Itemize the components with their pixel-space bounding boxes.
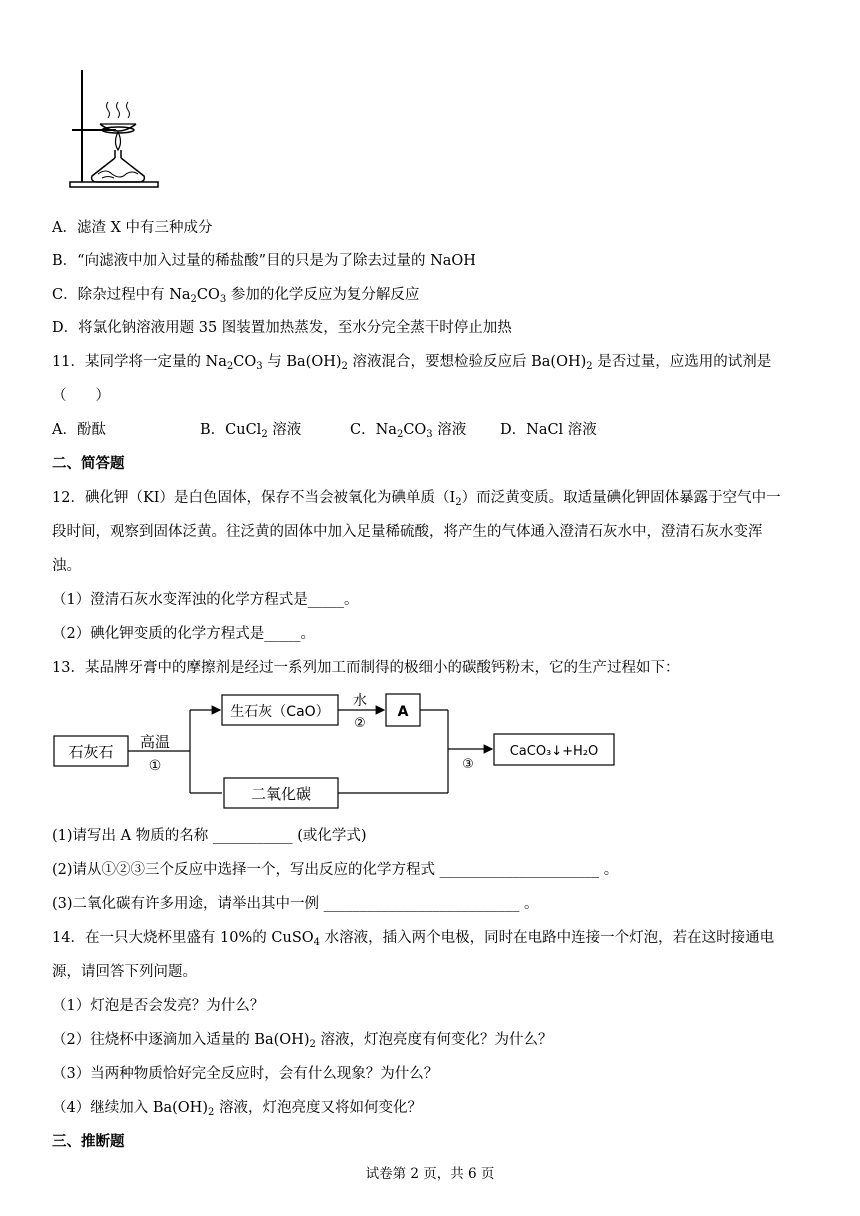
q12-sub-question-1: （1）澄清石灰水变浑浊的化学方程式是_____。 [52,592,359,608]
q14-sub-question-2: （2）往烧杯中逐滴加入适量的 $Ba(OH)_2$ 溶液，灯泡亮度有何变化？为什么？ [52,1032,553,1050]
q10-option-b: B．“向滤液中加入过量的稀盐酸”目的只是为了除去过量的 NaOH [52,253,476,269]
q13-sub-question-3: (3)二氧化碳有许多用途，请举出其中一例 ___________________________ 。 [52,896,539,912]
flow-label-reaction-3: ③ [462,757,474,772]
q14-stem-line2: 源，请回答下列问题。 [52,964,197,980]
q11-answer-paren: （ ） [52,388,110,404]
q14-sub-question-3: （3）当两种物质恰好完全反应时，会有什么现象？为什么？ [52,1066,439,1082]
flow-box-product-label: CaCO₃↓+H₂O [509,744,599,759]
flow-box-a-label: A [397,704,409,720]
flow-label-reaction-1: ① [148,758,162,774]
q12-stem-line1: 12．碘化钾（KI）是白色固体，保存不当会被氧化为碘单质$(I_2)$而泛黄变质。取适量碘化钾固体暴露于空气中一 [52,490,781,508]
section-2-title: 二、简答题 [52,455,125,472]
flow-box-limestone-label: 石灰石 [68,743,114,761]
page-footer: 试卷第 2 页，共 6 页 [365,1166,495,1182]
q14-sub-question-1: （1）灯泡是否会发亮？为什么？ [52,998,265,1014]
q10-option-a: A．滤渣 X 中有三种成分 [52,220,213,236]
q13-sub-question-1: (1)请写出 A 物质的名称 ___________ (或化学式) [52,828,367,844]
flow-label-reaction-2: ② [354,716,366,731]
q14-stem-line1: 14．在一只大烧杯里盛有 10%的 CuSO$_4$ 水溶液，插入两个电极，同时在电路中连接一个灯泡，若在这时接通电 [52,930,775,948]
q10-option-d: D．将氯化钠溶液用题 35 图装置加热蒸发，至水分完全蒸干时停止加热 [52,320,512,336]
q10-option-c: C．除杂过程中有 $Na_2CO_3$ 参加的化学反应为复分解反应 [52,287,420,305]
flow-label-water: 水 [353,693,367,709]
evaporation-apparatus-figure [68,66,168,191]
q11-option-c: C．$Na_2CO_3$ 溶液 [350,422,467,440]
q11-option-b: B．CuCl$_2$ 溶液 [200,422,302,440]
q12-sub-question-2: （2）碘化钾变质的化学方程式是_____。 [52,626,315,642]
q12-stem-line3: 浊。 [52,558,81,574]
q13-stem: 13．某品牌牙膏中的摩擦剂是经过一系列加工而制得的极细小的碳酸钙粉末，它的生产过程如下： [52,660,680,676]
q11-stem: 11．某同学将一定量的 $Na_2CO_3$ 与 $Ba(OH)_2$ 溶液混合，要想检验反应后 $Ba(OH)_2$ 是否过量，应选用的试剂是 [52,354,772,372]
q11-option-d: D．NaCl 溶液 [500,422,597,438]
section-3-title: 三、推断题 [52,1133,125,1150]
flow-box-quicklime-label: 生石灰（CaO） [230,704,330,720]
flow-label-high-temp: 高温 [139,733,171,751]
q14-sub-question-4: （4）继续加入 $Ba(OH)_2$ 溶液，灯泡亮度又将如何变化？ [52,1100,422,1118]
q12-stem-line2: 段时间，观察到固体泛黄。往泛黄的固体中加入足量稀硫酸，将产生的气体通入澄清石灰水中，澄清石灰水变浑 [52,524,763,540]
q11-option-a: A．酚酞 [52,422,106,438]
q13-process-flow-diagram [52,690,632,815]
flow-box-co2-label: 二氧化碳 [250,785,312,803]
q13-sub-question-2: (2)请从①②③三个反应中选择一个，写出反应的化学方程式 ______________________ 。 [52,862,619,878]
q11-options [52,420,597,440]
